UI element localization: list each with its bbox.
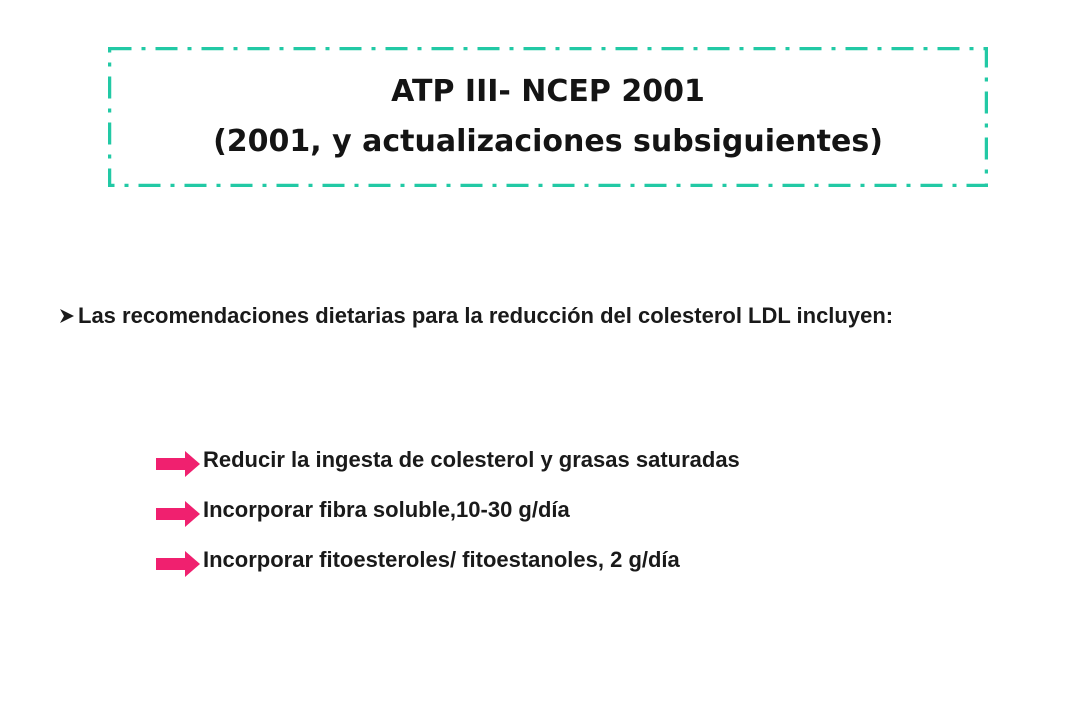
pink-arrow-icon	[155, 500, 201, 528]
list-item-text: Incorporar fibra soluble,10-30 g/día	[203, 497, 570, 522]
list-item-text: Incorporar fitoesteroles/ fitoestanoles, 2 g/día	[203, 547, 680, 572]
pink-arrow-icon	[155, 550, 201, 578]
list-item	[155, 440, 740, 480]
list-item	[155, 490, 570, 530]
title-box	[108, 47, 988, 187]
title-line-1: ATP III- NCEP 2001	[391, 74, 705, 109]
list-item-text: Reducir la ingesta de colesterol y grasas saturadas	[203, 447, 740, 472]
title-line-2: (2001, y actualizaciones subsiguientes)	[213, 124, 883, 159]
arrowhead-bullet-icon	[58, 307, 76, 325]
title-text	[108, 47, 988, 187]
intro-text: Las recomendaciones dietarias para la reducción del colesterol LDL incluyen:	[78, 303, 894, 328]
pink-arrow-icon	[155, 450, 201, 478]
intro-paragraph	[58, 291, 1048, 341]
list-item	[155, 540, 680, 580]
